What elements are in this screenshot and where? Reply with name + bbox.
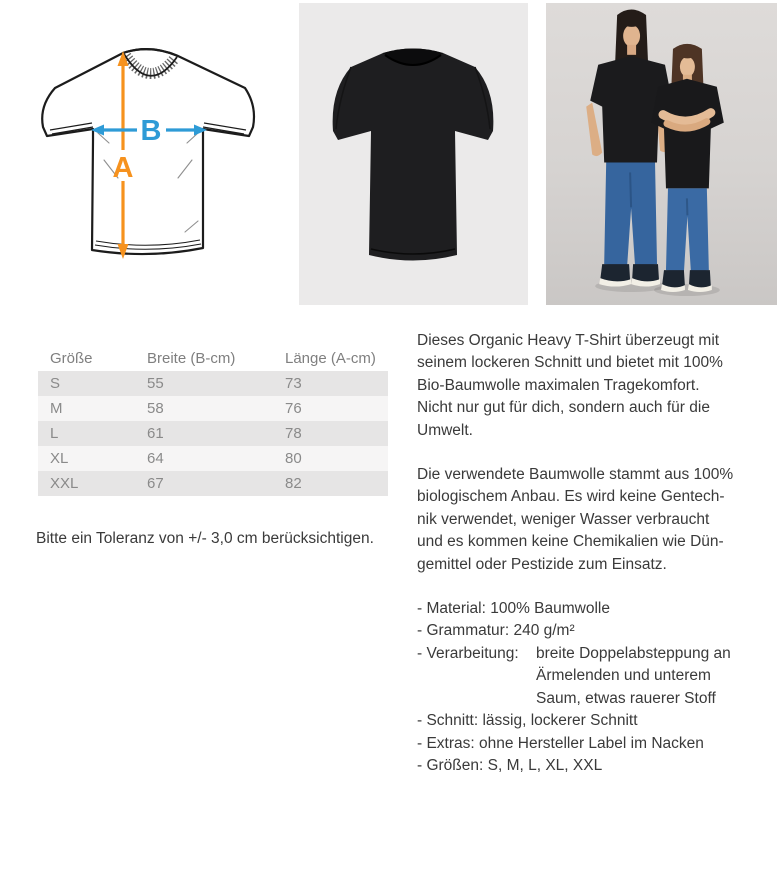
product-photo-black-tshirt[interactable]: [299, 3, 528, 305]
text-line: biologischem Anbau. Es wird keine Gentech-: [417, 488, 725, 506]
spec-material: - Material: 100% Baumwolle: [417, 600, 610, 618]
laenge-value: 73: [285, 375, 302, 392]
size-value: L: [50, 425, 59, 442]
size-table: [38, 346, 388, 496]
table-row: [38, 396, 388, 421]
text-line: Dieses Organic Heavy T-Shirt überzeugt mit: [417, 332, 720, 349]
spec-groessen: - Größen: S, M, L, XL, XXL: [417, 756, 603, 774]
text-line: Die verwendete Baumwolle stammt aus 100%: [417, 466, 734, 484]
text-line: nik verwendet, weniger Wasser verbraucht: [417, 510, 710, 528]
table-row: [38, 421, 388, 446]
spec-extras: - Extras: ohne Hersteller Label im Nacken: [417, 734, 704, 752]
col-header-laenge: Länge (A-cm): [285, 350, 376, 367]
breite-value: 67: [147, 475, 164, 492]
tshirt-measurement-diagram-icon: [0, 0, 296, 320]
col-header-groesse: Größe: [50, 350, 93, 367]
breite-value: 55: [147, 375, 164, 392]
size-diagram-image[interactable]: [0, 0, 296, 320]
size-value: M: [50, 400, 63, 417]
laenge-value: 82: [285, 475, 302, 492]
tolerance-note: Bitte ein Toleranz von +/- 3,0 cm berücksichtigen.: [36, 530, 374, 547]
text-line: gemittel oder Pestizide zum Einsatz.: [417, 555, 667, 573]
laenge-value: 76: [285, 400, 302, 417]
spec-verarbeitung-cont: Ärmelenden und unterem: [536, 667, 711, 685]
spec-verarbeitung: [417, 643, 777, 665]
spec-verarbeitung-label: - Verarbeitung:: [417, 644, 519, 662]
length-label: A: [112, 152, 134, 184]
black-tshirt-icon: [299, 3, 528, 305]
spec-list: [417, 598, 777, 777]
spec-verarbeitung-value: breite Doppelabsteppung an: [536, 644, 731, 662]
size-value: XL: [50, 450, 69, 467]
spec-schnitt: - Schnitt: lässig, lockerer Schnitt: [417, 712, 638, 730]
table-row: [38, 371, 388, 396]
spec-verarbeitung-cont: Saum, etwas rauerer Stoff: [536, 689, 716, 707]
col-header-breite: Breite (B-cm): [147, 350, 236, 367]
size-value: S: [50, 375, 61, 392]
description-paragraph-1: [417, 330, 777, 442]
text-line: und es kommen keine Chemikalien wie Dün-: [417, 533, 724, 551]
description-paragraph-2: [417, 464, 777, 576]
text-line: Nicht nur gut für dich, sondern auch für die: [417, 399, 710, 417]
width-label: B: [140, 115, 162, 147]
product-description: [417, 330, 777, 777]
table-row: [38, 446, 388, 471]
size-table-header-row: [38, 346, 388, 371]
size-value: XXL: [50, 475, 79, 492]
breite-value: 61: [147, 425, 164, 442]
laenge-value: 78: [285, 425, 302, 442]
breite-value: 64: [147, 450, 164, 467]
table-row: [38, 471, 388, 496]
two-models-wearing-black-tshirts-icon: [546, 3, 777, 305]
spec-grammatur: - Grammatur: 240 g/m²: [417, 622, 575, 640]
text-line: Umwelt.: [417, 421, 473, 439]
breite-value: 58: [147, 400, 164, 417]
text-line: Bio-Baumwolle maximalen Tragekomfort.: [417, 376, 700, 394]
models-photo[interactable]: [546, 3, 777, 305]
text-line: seinem lockeren Schnitt und bietet mit 100%: [417, 354, 723, 372]
laenge-value: 80: [285, 450, 302, 467]
